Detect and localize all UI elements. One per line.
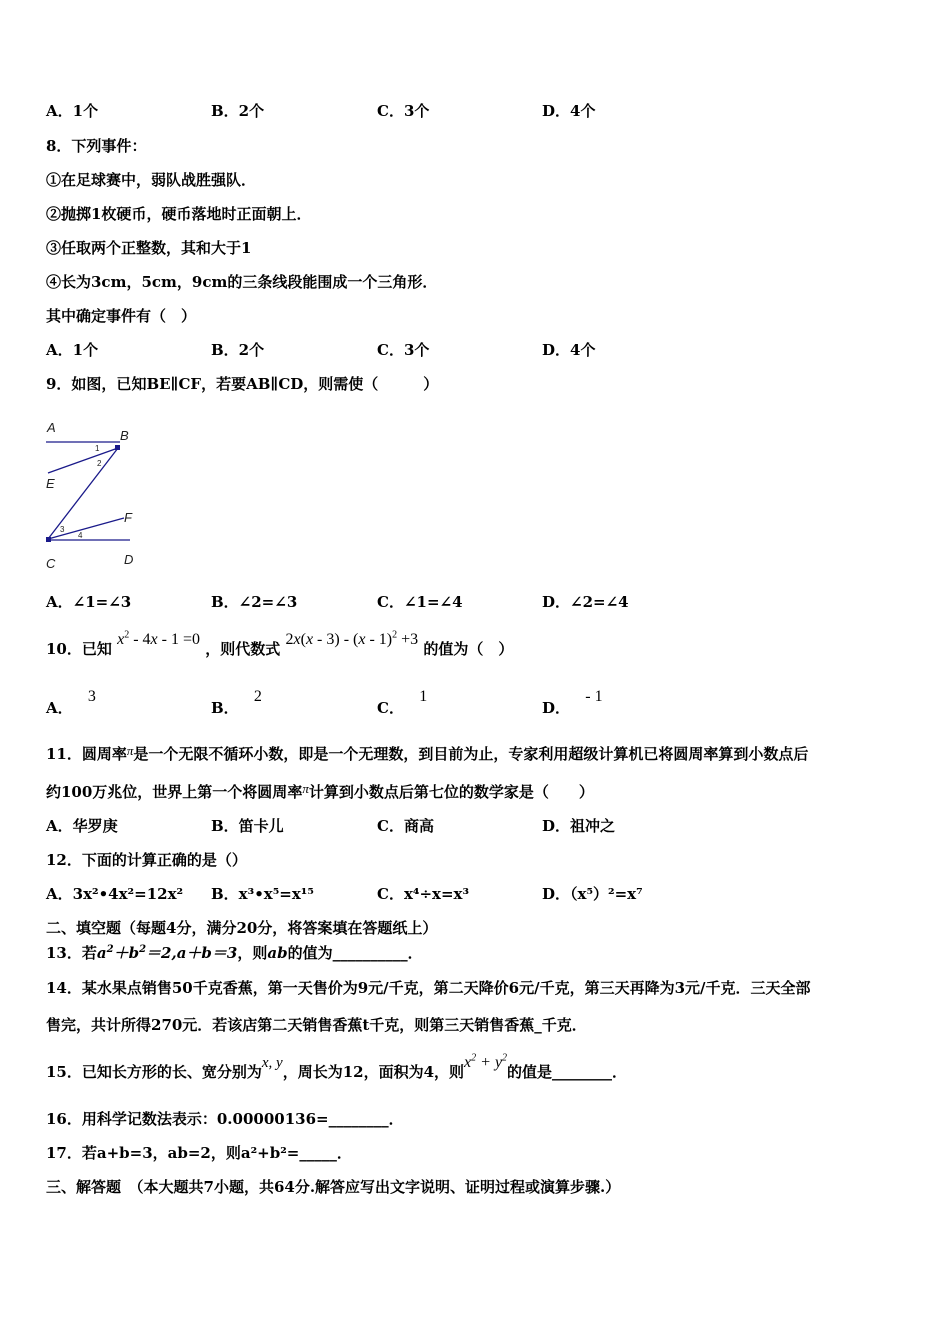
q10-option-b-value: 2 xyxy=(253,688,262,705)
q13-suffix: 的值为__________． xyxy=(287,944,423,962)
q10-expression: 2x(x - 3) - (x - 1)$^2$ +3 xyxy=(285,629,419,648)
q15-expression: $x^2 + y^2$ xyxy=(464,1052,508,1071)
q10-option-d-label: D． xyxy=(542,699,571,717)
q8-option-d: D．4个 xyxy=(542,341,596,359)
angle-1-label: 1 xyxy=(95,444,100,453)
q10-option-a xyxy=(46,688,96,719)
label-a: A xyxy=(47,420,56,435)
q8-item-4: ④长为3cm，5cm，9cm的三条线段能围成一个三角形． xyxy=(46,273,438,291)
q17: 17．若a+b=3，ab=2，则a²+b²=_____． xyxy=(46,1144,352,1162)
line-bc xyxy=(48,448,118,539)
q10-option-a-label: A． xyxy=(46,699,73,717)
q10-option-b xyxy=(211,688,262,719)
q7-option-c: C．3个 xyxy=(377,102,430,120)
q12-stem: 12．下面的计算正确的是（） xyxy=(46,851,247,869)
q10-option-d-value: - 1 xyxy=(585,688,603,705)
q10-suffix: 的值为（ ） xyxy=(423,640,514,658)
q13-target: ab xyxy=(267,944,288,962)
q9-option-d: D．∠2=∠4 xyxy=(542,593,629,611)
q9-stem: 9．如图，已知BE∥CF，若要AB∥CD，则需使（ ） xyxy=(46,375,439,393)
q8-option-c: C．3个 xyxy=(377,341,430,359)
q12-option-a: A．3x²•4x²=12x² xyxy=(46,885,184,903)
section-3-heading: 三、解答题 （本大题共7小题，共64分.解答应写出文字说明、证明过程或演算步骤.） xyxy=(46,1178,621,1196)
angle-3-label: 3 xyxy=(60,525,65,534)
q13-mid: ，则 xyxy=(237,944,268,962)
q13-prefix: 13．若 xyxy=(46,944,97,962)
q10-option-c-label: C． xyxy=(377,699,404,717)
q8-item-1: ①在足球赛中，弱队战胜强队． xyxy=(46,171,257,189)
q9-option-b: B．∠2=∠3 xyxy=(211,593,298,611)
q15 xyxy=(46,1052,628,1083)
pi-symbol: π xyxy=(302,781,309,796)
q12-option-d: D．（x⁵）²=x⁷ xyxy=(542,885,643,903)
q15-mid: ，周长为12，面积为4，则 xyxy=(282,1063,465,1081)
q10-prefix: 10．已知 xyxy=(46,640,112,658)
q10-option-a-value: 3 xyxy=(87,688,96,705)
q9-option-a: A．∠1=∠3 xyxy=(46,593,132,611)
q16: 16．用科学记数法表示：0.00000136=________． xyxy=(46,1110,404,1128)
angle-4-label: 4 xyxy=(78,531,83,540)
q11-line-1-a: 11．圆周率 xyxy=(46,745,127,763)
label-c: C xyxy=(46,556,56,571)
q10-option-c-value: 1 xyxy=(419,688,428,705)
q8-option-b: B．2个 xyxy=(211,341,265,359)
point-c-marker xyxy=(46,537,51,542)
q8-item-3: ③任取两个正整数，其和大于1 xyxy=(46,239,252,257)
pi-symbol: π xyxy=(126,743,134,758)
q13 xyxy=(46,943,423,963)
q10-mid: ，则代数式 xyxy=(205,640,281,658)
q10-equation: $x^2 - 4x - 1 =0$ xyxy=(117,629,201,648)
q9-geometry-figure xyxy=(40,416,140,576)
q11-option-a: A．华罗庚 xyxy=(46,817,118,835)
q11-line-1 xyxy=(46,744,808,765)
line-eb xyxy=(48,448,118,473)
q7-option-a: A．1个 xyxy=(46,102,99,120)
q8-item-2: ②抛掷1枚硬币，硬币落地时正面朝上． xyxy=(46,205,312,223)
label-f: F xyxy=(124,510,132,525)
q8-question: 其中确定事件有（ ） xyxy=(46,307,197,325)
q9-option-c: C．∠1=∠4 xyxy=(377,593,463,611)
q8-option-a: A．1个 xyxy=(46,341,99,359)
q7-option-b: B．2个 xyxy=(211,102,265,120)
q11-line-2 xyxy=(46,782,594,803)
q15-prefix: 15．已知长方形的长、宽分别为 xyxy=(46,1063,262,1081)
q15-variables: x, y xyxy=(261,1055,283,1071)
label-b: B xyxy=(120,428,129,443)
q11-line-1-b: 是一个无限不循环小数，即是一个无理数，到目前为止，专家利用超级计算机已将圆周率算到小数点后 xyxy=(133,745,809,763)
q11-option-c: C．商高 xyxy=(377,817,434,835)
q13-condition: $a^2+b^2=2,a+b=3$ xyxy=(96,944,238,962)
q7-option-d: D．4个 xyxy=(542,102,596,120)
q11-line-2-b: 计算到小数点后第七位的数学家是（ ） xyxy=(308,783,594,801)
q14-line-1: 14．某水果点销售50千克香蕉，第一天售价为9元/千克，第二天降价6元/千克，第三天再降为3元/千克．三天全部 xyxy=(46,979,811,997)
q15-suffix: 的值是________． xyxy=(507,1063,628,1081)
q10-option-c xyxy=(377,688,428,719)
label-d: D xyxy=(124,552,134,567)
angle-2-label: 2 xyxy=(97,459,102,468)
q12-option-b: B．x³•x⁵=x¹⁵ xyxy=(211,885,314,903)
q10-stem xyxy=(46,629,514,660)
q10-option-b-label: B． xyxy=(211,699,239,717)
q14-line-2: 售完，共计所得270元．若该店第二天销售香蕉t千克，则第三天销售香蕉_千克． xyxy=(46,1016,587,1034)
q12-option-c: C．x⁴÷x=x³ xyxy=(377,885,470,903)
q11-line-2-a: 约100万兆位，世界上第一个将圆周率 xyxy=(46,783,303,801)
q11-option-d: D．祖冲之 xyxy=(542,817,616,835)
q8-stem: 8．下列事件： xyxy=(46,137,147,155)
point-b-marker xyxy=(115,445,120,450)
section-2-heading: 二、填空题（每题4分，满分20分，将答案填在答题纸上） xyxy=(46,919,438,937)
q11-option-b: B．笛卡儿 xyxy=(211,817,284,835)
q10-option-d xyxy=(542,688,603,719)
label-e: E xyxy=(46,476,55,491)
